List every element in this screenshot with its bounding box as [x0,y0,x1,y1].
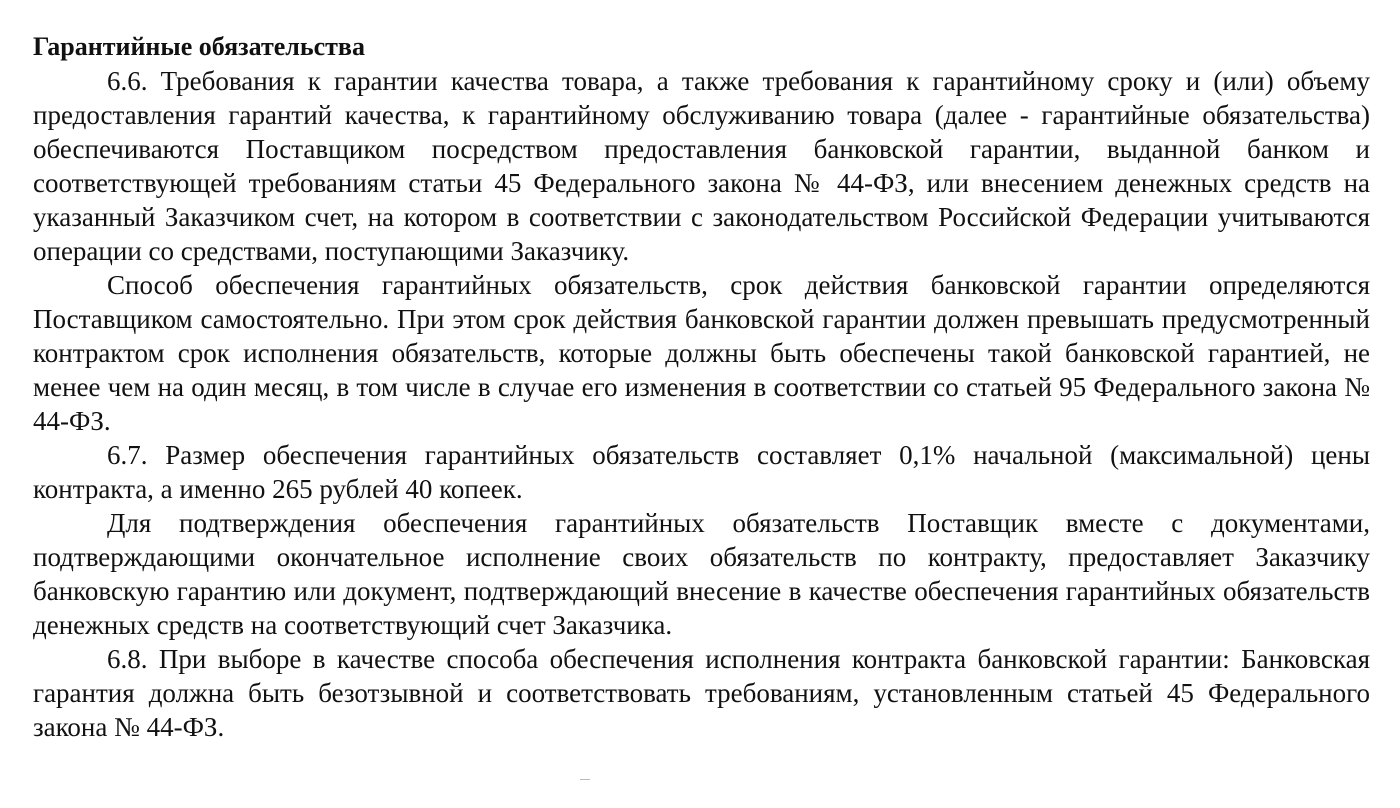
paragraph-confirmation: Для подтверждения обеспечения гарантийных обязательств Поставщик вместе с документами, подтверждающими окончательное исполнение своих обязательств по контракту, предоставляет Заказчику банковскую гарантию или документ, подтверждающий внесение в качестве обеспечения гарантийных обязательств денежных средств на соответствующий счет Заказчика. [33,508,1370,640]
paragraph-guarantee-method: Способ обеспечения гарантийных обязательств, срок действия банковской гарантии определяются Поставщиком самостоятельно. При этом срок действия банковской гарантии должен превышать предусмотренный контрактом срок исполнения обязательств, которые должны быть обеспечены такой банковской гарантией, не менее чем на один месяц, в том числе в случае его изменения в соответствии со статьей 95 Федерального закона № 44-ФЗ. [33,270,1370,436]
scan-artifact [580,779,590,780]
paragraph-6-6: 6.6. Требования к гарантии качества товара, а также требования к гарантийному сроку и (или) объему предоставления гарантий качества, к гарантийному обслуживанию товара (далее - гарантийные обязательства) обеспечиваются Поставщиком посредством предоставления банковской гарантии, выданной банком и соответствующей требованиям статьи 45 Федерального закона № 44-ФЗ, или внесением денежных средств на указанный Заказчиком счет, на котором в соответствии с законодательством Российской Федерации учитываются операции со средствами, поступающими Заказчику. [33,66,1370,266]
document-page [33,30,1370,744]
section-heading: Гарантийные обязательства [33,32,365,61]
paragraph-6-7: 6.7. Размер обеспечения гарантийных обязательств составляет 0,1% начальной (максимальной) цены контракта, а именно 265 рублей 40 копеек. [33,440,1370,504]
paragraph-6-8: 6.8. При выборе в качестве способа обеспечения исполнения контракта банковской гарантии: Банковская гарантия должна быть безотзывной и соответствовать требованиям, установленным статьей 45 Федерального закона № 44-ФЗ. [33,644,1370,742]
